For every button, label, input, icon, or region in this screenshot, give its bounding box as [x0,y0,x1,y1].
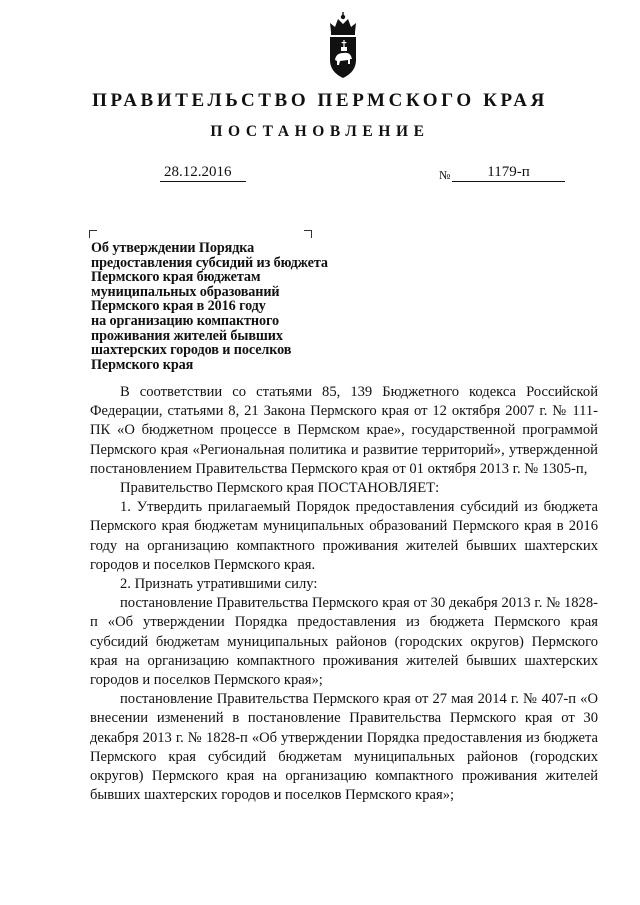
document-number: 1179-п [452,164,565,182]
document-date: 28.12.2016 [160,164,246,182]
document-subject [91,241,361,372]
organization-title: ПРАВИТЕЛЬСТВО ПЕРМСКОГО КРАЯ [92,90,548,111]
coat-of-arms-icon [323,12,363,80]
subject-corner-right [304,230,312,238]
body-paragraph-item-1: 1. Утвердить прилагаемый Порядок предоставления субсидий из бюджета Пермского края бюджетам муниципальных образований Пермского края в 2016 году на организацию компактного проживания жителей бывших шахтерских городов и поселков Пермского края. [90,499,598,573]
document-type: ПОСТАНОВЛЕНИЕ [210,123,430,140]
perm-krai-emblem-svg [323,12,363,80]
subject-line: Пермского края [91,356,194,373]
number-sign: № [439,168,451,182]
subject-line: муниципальных образований [91,283,280,300]
subject-line: шахтерских городов и поселков [91,342,292,359]
body-paragraph-resolves: Правительство Пермского края ПОСТАНОВЛЯЕТ: [120,480,440,497]
document-body [90,383,598,805]
subject-line: Пермского края в 2016 году [91,298,266,315]
subject-line: предоставления субсидий из бюджета [91,254,328,271]
subject-line: на организацию компактного [91,312,279,329]
subject-corner-left [89,230,97,238]
body-paragraph-preamble: В соответствии со статьями 85, 139 Бюджетного кодекса Российской Федерации, статьями 8, 21 Закона Пермского края от 12 октября 2007 г. № 111-ПК «О бюджетном процессе в Пермском крае», государственной программой Пермского края «Региональная политика и развитие территорий», утвержденной постановлением Правительства Пермского края от 01 октября 2013 г. № 1305-п, [90,384,598,477]
body-paragraph-repealed-1: постановление Правительства Пермского края от 30 декабря 2013 г. № 1828-п «Об утверждении Порядка предоставления из бюджета Пермского края субсидий бюджетам муниципальных районов (городских округов) Пермского края на организацию компактного проживания жителей бывших шахтерских городов и поселков Пермского края»; [90,595,598,689]
subject-line: Об утверждении Порядка [91,240,255,256]
subject-line: проживания жителей бывших [91,327,283,344]
body-paragraph-repealed-2: постановление Правительства Пермского края от 27 мая 2014 г. № 407-п «О внесении изменений в постановление Правительства Пермского края от 30 декабря 2013 г. № 1828-п «Об утверждении Порядка предоставления из бюджета Пермского края субсидий бюджетам муниципальных районов (городских округов) Пермского края на организацию компактного проживания жителей бывших шахтерских городов и поселков Пермского края»; [90,691,598,804]
subject-line: Пермского края бюджетам [91,269,261,286]
body-paragraph-item-2: 2. Признать утратившими силу: [120,576,318,593]
